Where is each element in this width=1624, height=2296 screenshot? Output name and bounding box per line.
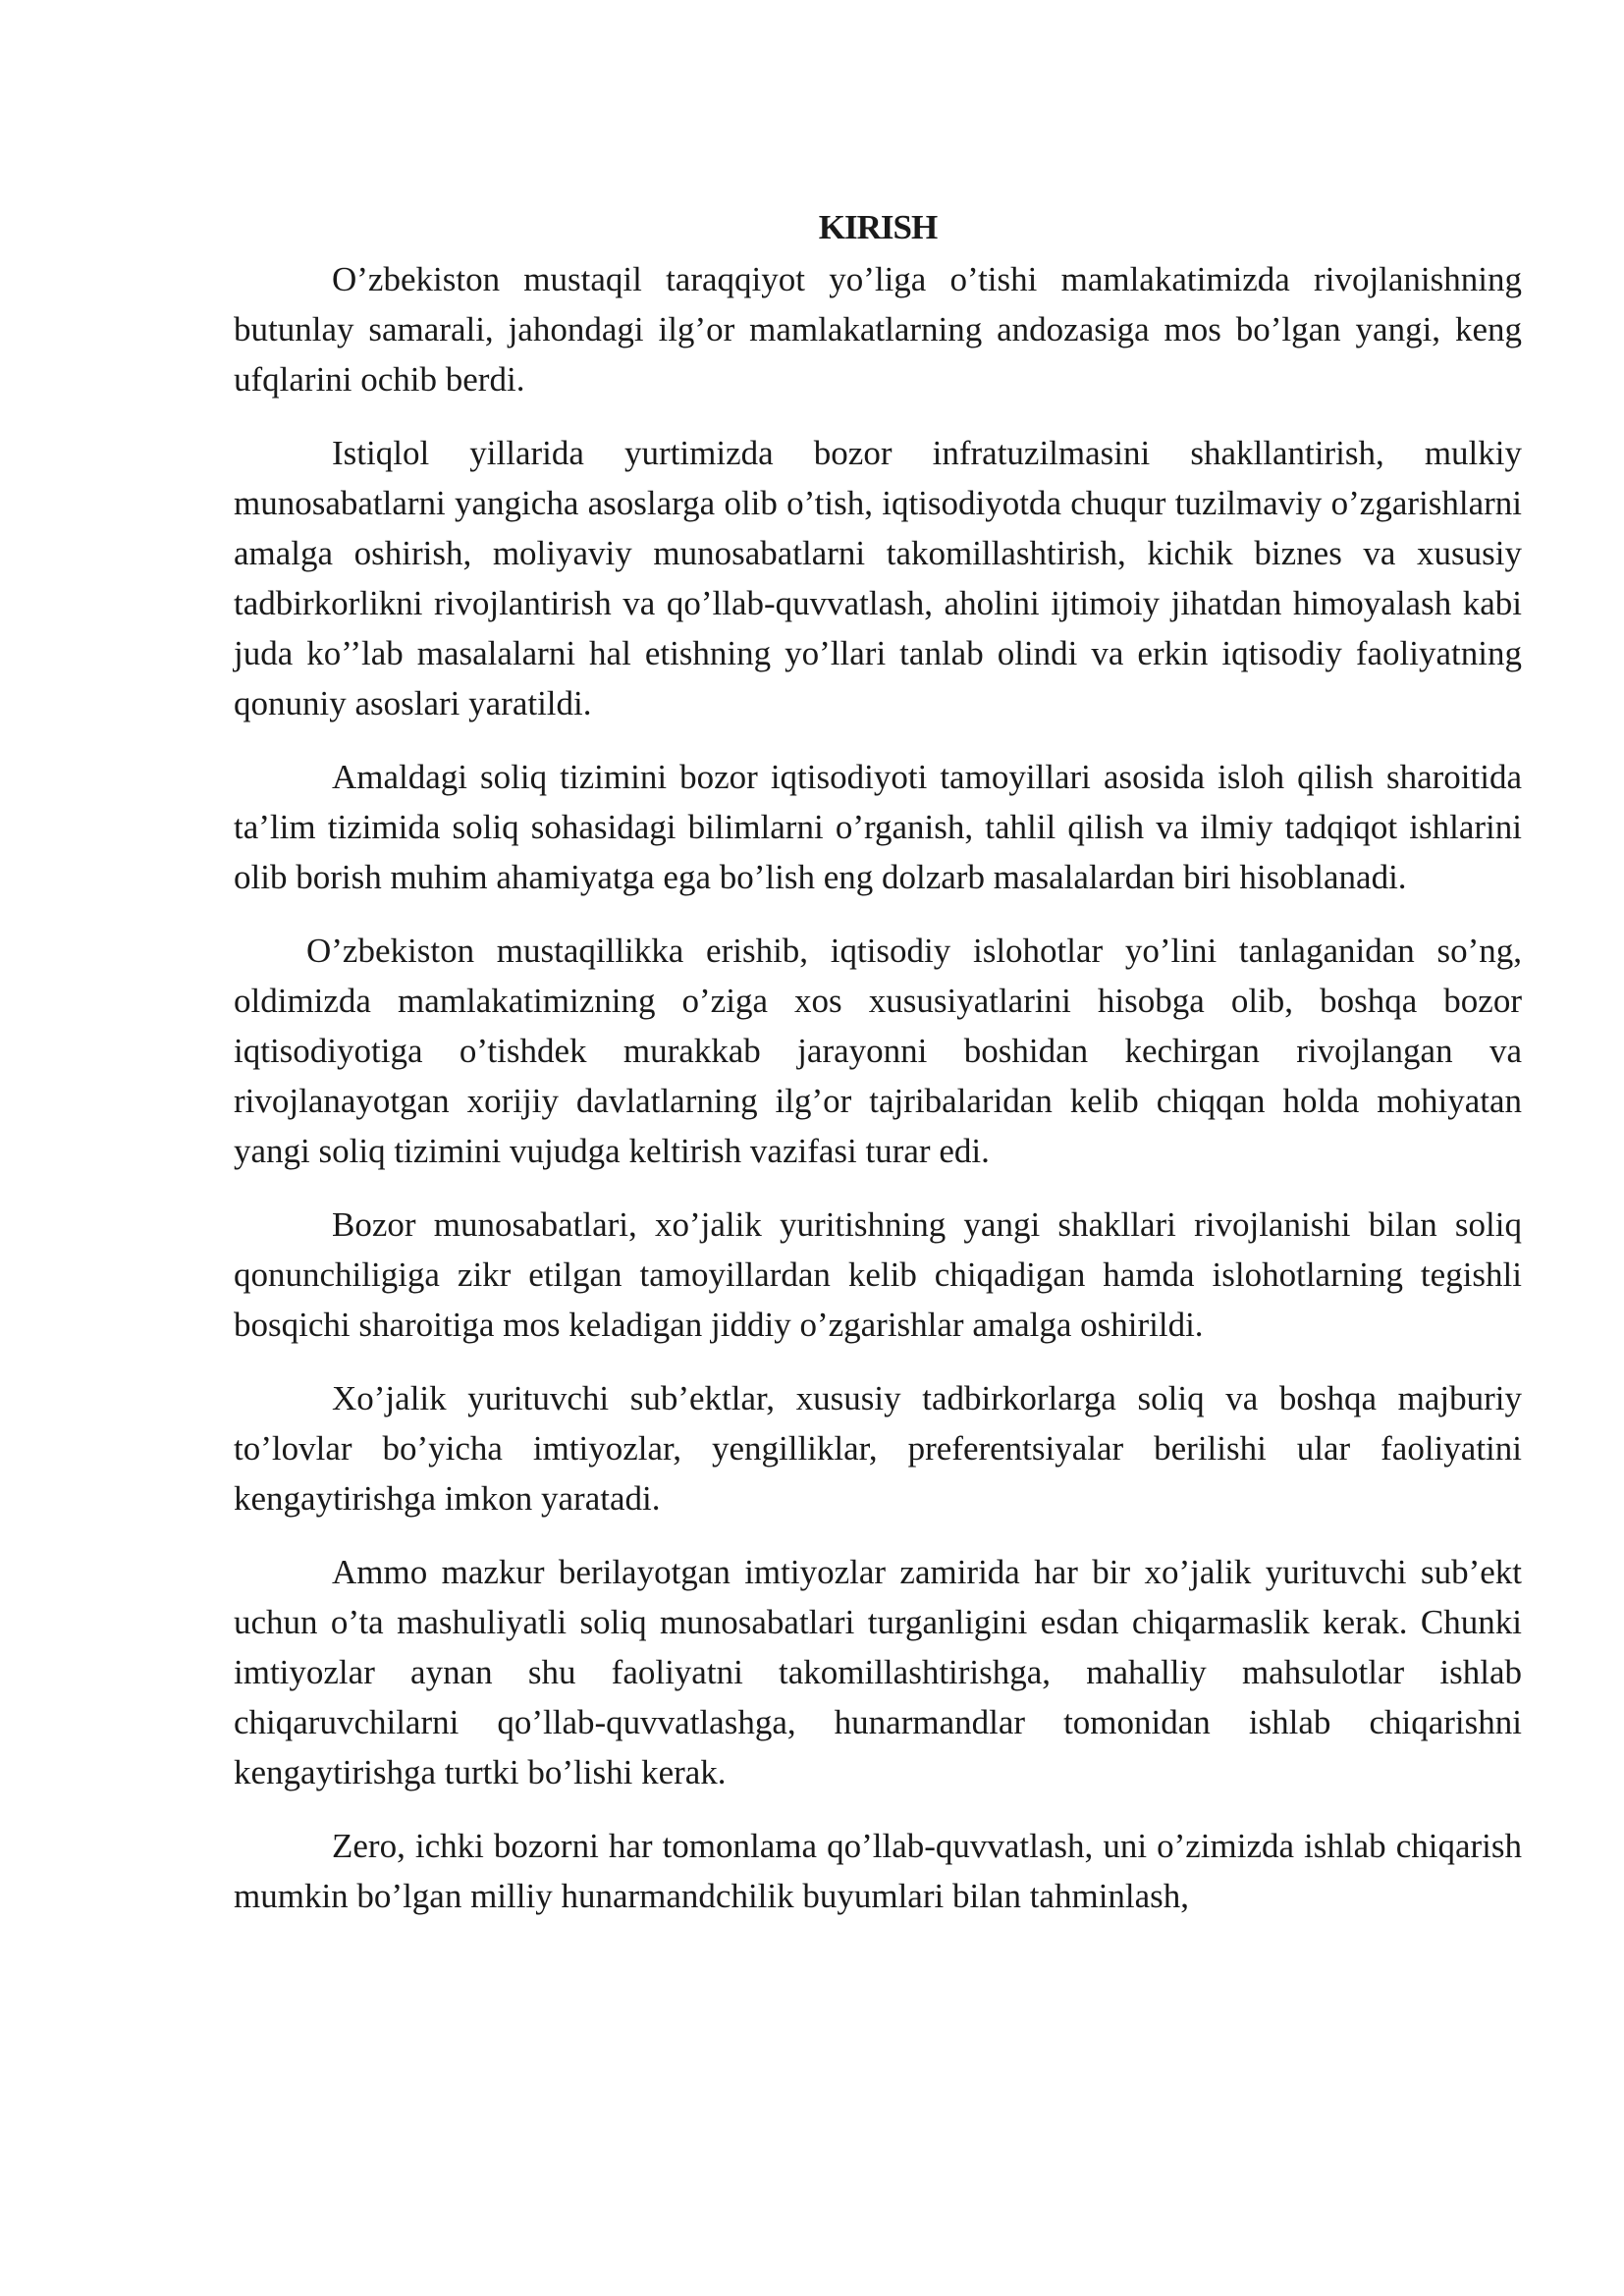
paragraph-6: Xo’jalik yurituvchi sub’ektlar, xususiy tadbirkorlarga soliq va boshqa majburiy to’lovlar bo’yicha imtiyozlar, yengilliklar, preferentsiyalar berilishi ular faoliyatini kengaytirishga imkon yaratadi. <box>234 1379 1522 1518</box>
paragraph-5: Bozor munosabatlari, xo’jalik yuritishning yangi shakllari rivojlanishi bilan soliq qonunchiligiga zikr etilgan tamoyillardan kelib chiqadigan hamda islohotlarning tegishli bosqichi sharoitiga mos keladigan jiddiy o’zgarishlar amalga oshirildi. <box>234 1205 1522 1344</box>
paragraph-1: O’zbekiston mustaqil taraqqiyot yo’liga o’tishi mamlakatimizda rivojlanishning butunlay samarali, jahondagi ilg’or mamlakatlarning andozasiga mos bo’lgan yangi, keng ufqlarini ochib berdi. <box>234 260 1522 399</box>
paragraph-8: Zero, ichki bozorni har tomonlama qo’llab-quvvatlash, uni o’zimizda ishlab chiqarish mumkin bo’lgan milliy hunarmandchilik buyumlari bilan tahminlash, <box>234 1827 1522 1915</box>
document-content <box>234 202 1522 1921</box>
paragraph-4: O’zbekiston mustaqillikka erishib, iqtisodiy islohotlar yo’lini tanlaganidan so’ng, oldimizda mamlakatimizning o’ziga xos xususiyatlarini hisobga olib, boshqa bozor iqtisodiyotiga o’tishdek murakkab jarayonni boshidan kechirgan rivojlangan va rivojlanayotgan xorijiy davlatlarning ilg’or tajribalaridan kelib chiqqan holda mohiyatan yangi soliq tizimini vujudga keltirish vazifasi turar edi. <box>234 932 1522 1170</box>
paragraph-2: Istiqlol yillarida yurtimizda bozor infratuzilmasini shakllantirish, mulkiy munosabatlarni yangicha asoslarga olib o’tish, iqtisodiyotda chuqur tuzilmaviy o’zgarishlarni amalga oshirish, moliyaviy munosabatlarni takomillashtirish, kichik biznes va xususiy tadbirkorlikni rivojlantirish va qo’llab-quvvatlash, aholini ijtimoiy jihatdan himoyalash kabi juda ko’’lab masalalarni hal etishning yo’llari tanlab olindi va erkin iqtisodiy faoliyatning qonuniy asoslari yaratildi. <box>234 434 1522 722</box>
paragraph-3: Amaldagi soliq tizimini bozor iqtisodiyoti tamoyillari asosida isloh qilish sharoitida ta’lim tizimida soliq sohasidagi bilimlarni o’rganish, tahlil qilish va ilmiy tadqiqot ishlarini olib borish muhim ahamiyatga ega bo’lish eng dolzarb masalalardan biri hisoblanadi. <box>234 758 1522 896</box>
page-title: KIRISH <box>818 208 938 246</box>
paragraph-7: Ammo mazkur berilayotgan imtiyozlar zamirida har bir xo’jalik yurituvchi sub’ekt uchun o’ta mashuliyatli soliq munosabatlari turganligini esdan chiqarmaslik kerak. Chunki imtiyozlar aynan shu faoliyatni takomillashtirishga, mahalliy mahsulotlar ishlab chiqaruvchilarni qo’llab-quvvatlashga, hunarmandlar tomonidan ishlab chiqarishni kengaytirishga turtki bo’lishi kerak. <box>234 1553 1522 1791</box>
